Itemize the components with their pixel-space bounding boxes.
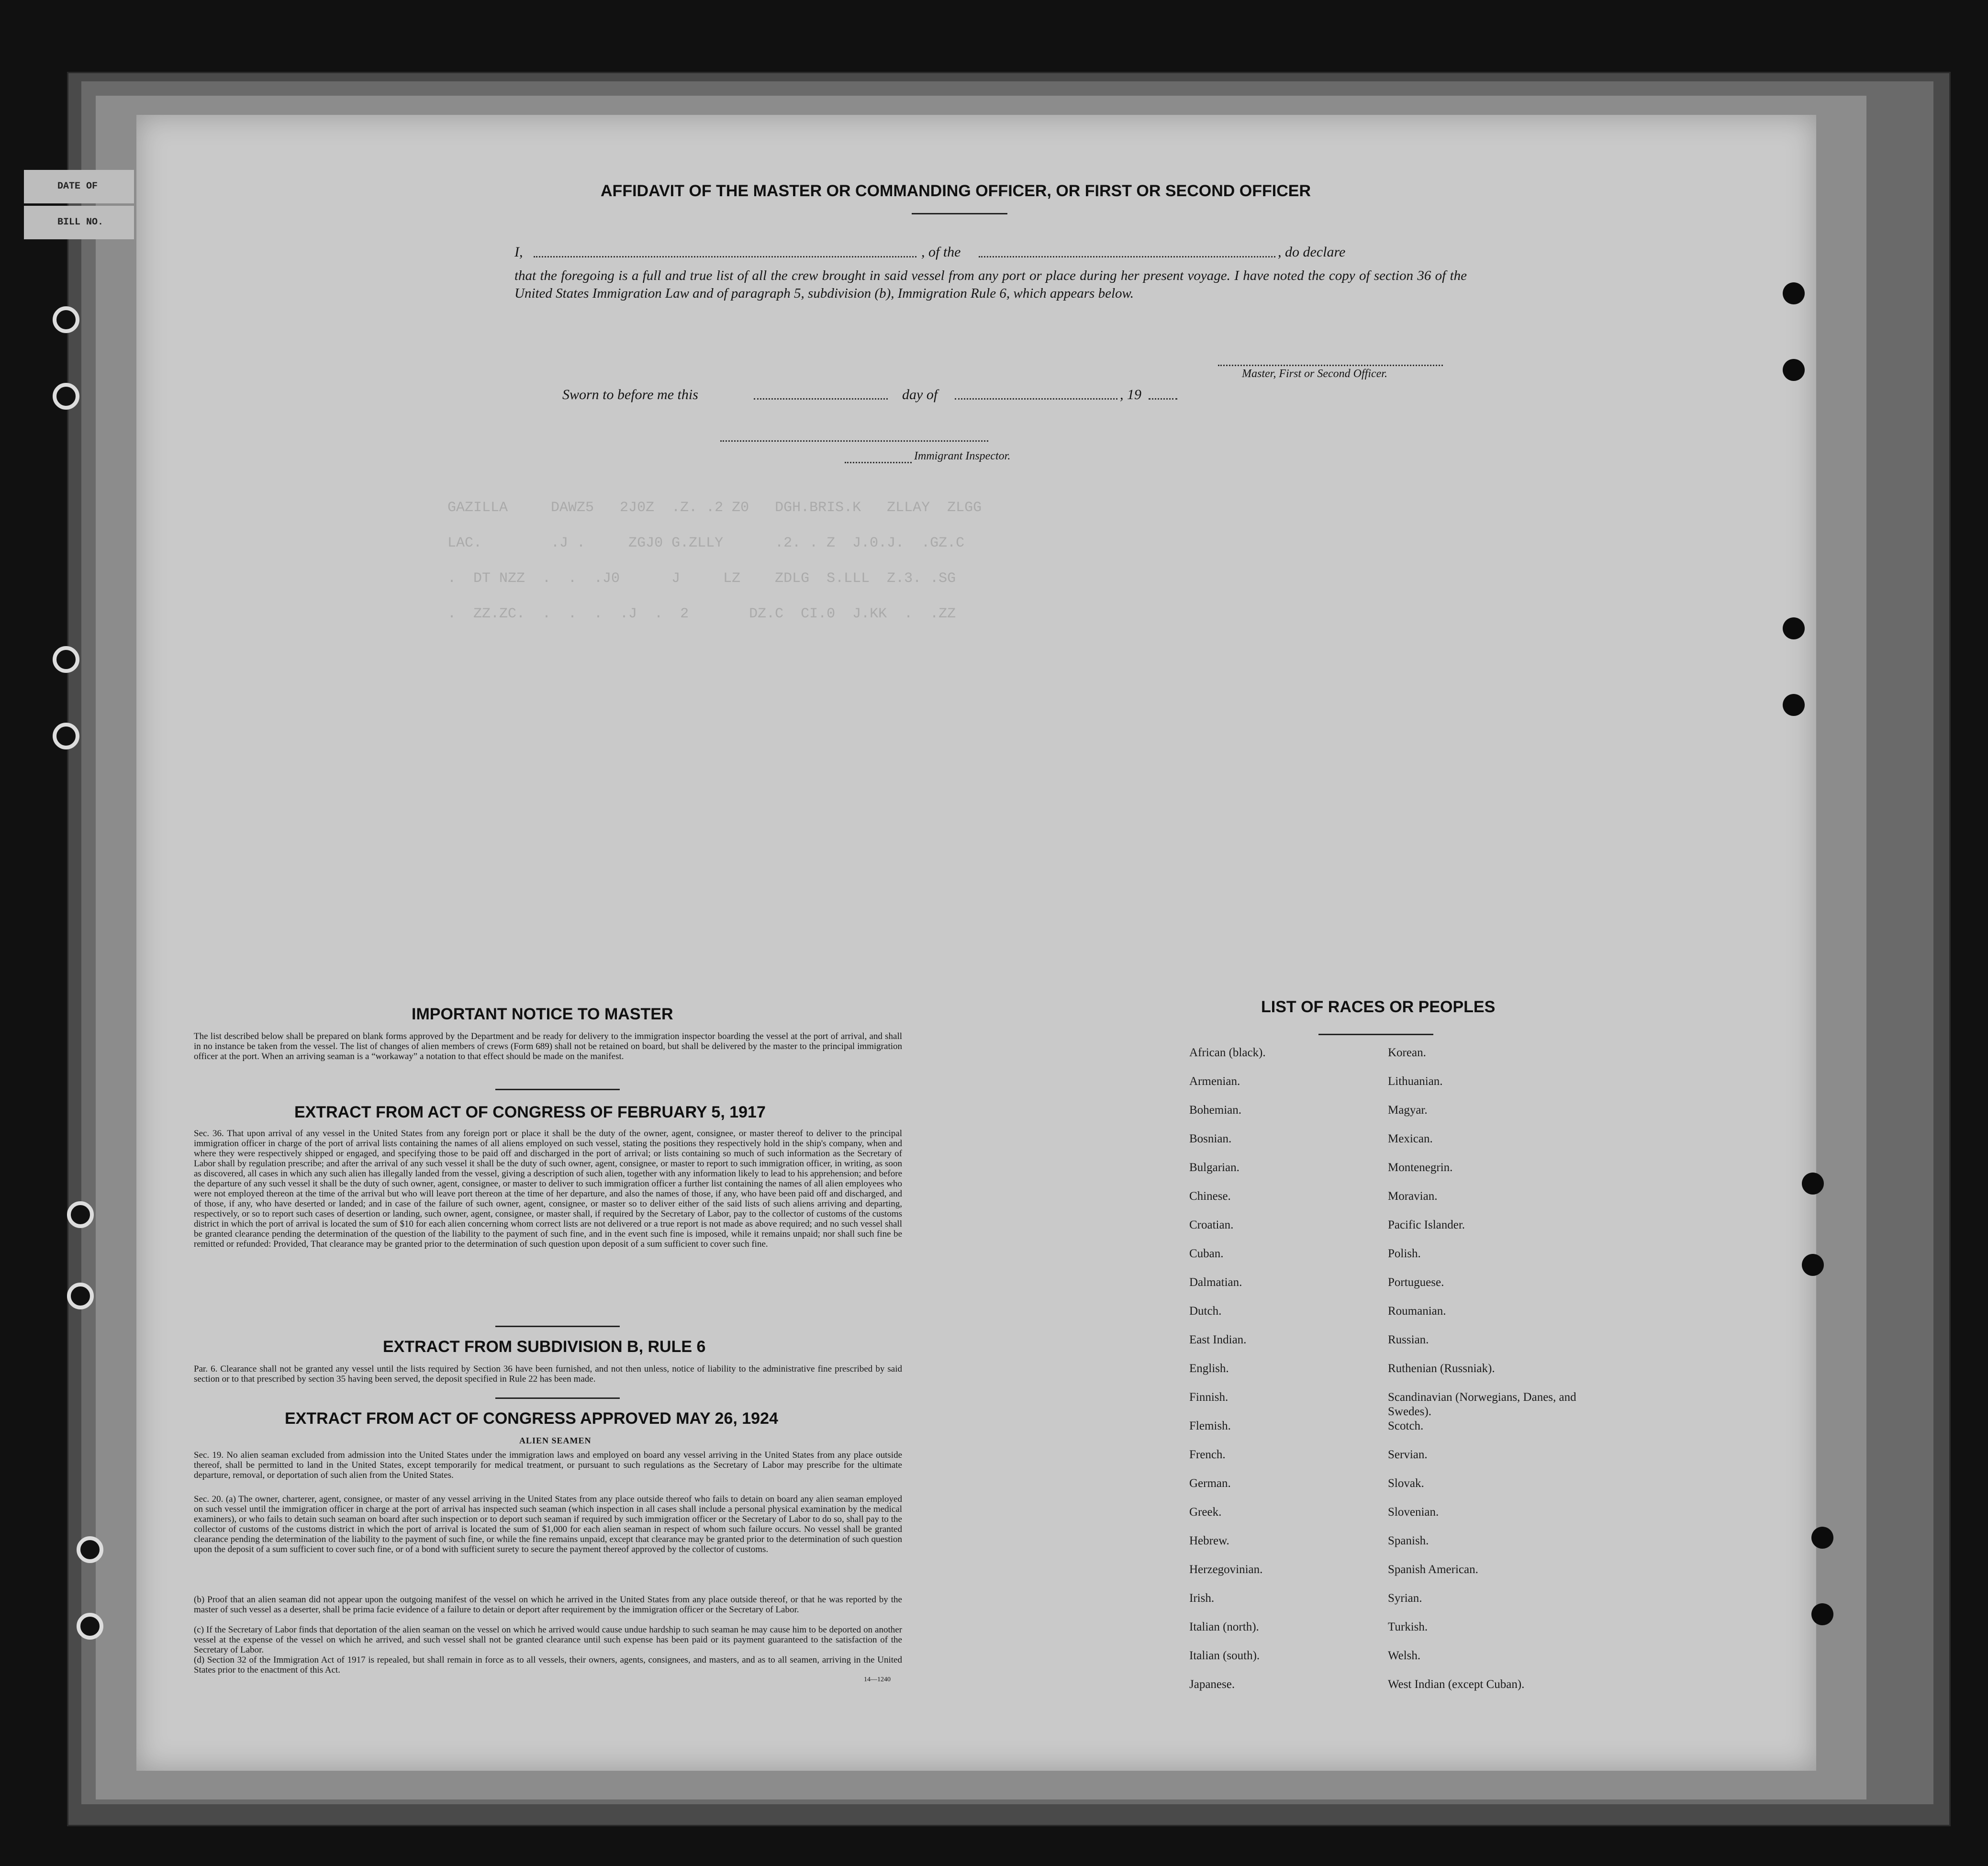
race-item: Bulgarian.: [1189, 1161, 1240, 1174]
sec20b-text: (b) Proof that an alien seaman did not appear upon the outgoing manifest of the vessel on which he arrived in the United States from any place outside thereof, or that he was reported by the master of such vessel as a deserter, shall be prima facie evidence of a failure to detain or deport after requirement by the immigration officer or the Secretary of Labor.: [194, 1595, 902, 1615]
sworn-month-field: [955, 398, 1117, 400]
races-rule: [1318, 1034, 1433, 1035]
sec20a-text: Sec. 20. (a) The owner, charterer, agent, consignee, or master of any vessel arriving in the United States from any place outside thereof who fails to detain on board any alien seaman employed on such vessel until the immigration officer in charge at the port of arrival has inspected such seaman (which inspection in all cases shall include a personal physical examination by the medical examiners), or who fails to detain such seaman on board after such inspection or to deport such seaman if required by such immigration officer or the Secretary of Labor to do so, shall pay to the collector of customs of the customs district in which the port of arrival is located the sum of $1,000 for each alien seaman in respect of whom such failure occurs. No vessel shall be granted clearance pending the determination of the liability to the payment of such fine, or while the fine remains unpaid, except that clearance may be granted prior to the determination of such question upon the deposit of a sum sufficient to cover such fine, or of a bond with sufficient surety to secure the payment thereof approved by the collector of customs.: [194, 1494, 902, 1554]
race-item: East Indian.: [1189, 1333, 1247, 1346]
race-item: West Indian (except Cuban).: [1388, 1678, 1525, 1691]
race-item: Spanish American.: [1388, 1563, 1478, 1576]
race-item: Spanish.: [1388, 1534, 1429, 1547]
race-item: Bohemian.: [1189, 1104, 1242, 1117]
race-item: Bosnian.: [1189, 1132, 1232, 1145]
affidavit-line1-end: , do declare: [1278, 244, 1346, 260]
left-tab-date: DATE OF: [24, 170, 134, 203]
race-item: Greek.: [1189, 1506, 1222, 1519]
binder-ring: [53, 383, 79, 410]
name-field: [534, 256, 916, 257]
affidavit-body: that the foregoing is a full and true list of all the crew brought in said vessel from any port or place during her present voyage. I have noted the copy of section 36 of the United States Immigration Law and of paragraph 5, subdivision (b), Immigration Rule 6, which appears below.: [514, 268, 1467, 301]
binder-ring: [67, 1283, 94, 1309]
affidavit-line1-start: I,: [514, 244, 523, 260]
punch-hole: [1811, 1603, 1833, 1625]
form-number: 14—1240: [864, 1676, 891, 1683]
inspector-line: [720, 440, 988, 442]
race-item: Roumanian.: [1388, 1305, 1446, 1318]
left-tab-bill: BILL NO.: [24, 206, 134, 239]
race-item: Moravian.: [1388, 1190, 1438, 1203]
race-item: Syrian.: [1388, 1592, 1422, 1605]
extract-1917-body: Sec. 36. That upon arrival of any vessel in the United States from any foreign port or place it shall be the duty of the owner, agent, consignee, or master thereof to deliver to the principal immigration officer in charge of the port of arrival lists containing the names of all aliens employed on such vessel, stating the positions they respectively hold in the ship's company, when and where they were respectively shipped or engaged, and specifying those to be paid off and discharged in the port of arrival; or lists containing so much of such information as the Secretary of Labor shall by regulation prescribe; and after the arrival of any such vessel it shall be the duty of such owner, agent, consignee, or master to report to such immigration officer, in writing, as soon as discovered, all cases in which any such alien has illegally landed from the vessel, giving a description of such alien, together with any information likely to lead to his apprehension; and before the departure of any such vessel it shall be the duty of such owner, agent, consignee, or master to deliver to such immigration officer a further list containing the names of all alien employees who were not employed thereon at the time of the arrival but who will leave port thereon at the time of her departure, and also the names of those, if any, who have been paid off and discharged, and of those, if any, who have deserted or landed; and in case of the failure of such owner, agent, consignee, or master so to deliver either of the said lists of such aliens arriving and departing, respectively, or so to report such cases of desertion or landing, such owner, agent, consignee, or master shall, if required by the Secretary of Labor, pay to the collector of customs of the customs district in which the port of arrival is located the sum of $10 for each alien concerning whom correct lists are not delivered or a true report is not made as above required; and no such vessel shall be granted clearance pending the determination of the question of the liability to the payment of such fine, and in the event such fine is imposed, while it remains unpaid; nor shall such fine be remitted or refunded: Provided, That clearance may be granted prior to the determination of such question upon deposit of a sum sufficient to cover such fine.: [194, 1129, 902, 1249]
race-item: English.: [1189, 1362, 1229, 1375]
sec19-text: Sec. 19. No alien seaman excluded from admission into the United States under the immigration laws and employed on board any vessel arriving in the United States from any place outside thereof, shall be permitted to land in the United States, except temporarily for medical treatment, or pursuant to such regulations as the Secretary of Labor may prescribe for the ultimate departure, removal, or deportation of such alien from the United States.: [194, 1450, 902, 1480]
extract-rule6-body: Par. 6. Clearance shall not be granted any vessel until the lists required by Section 36 have been furnished, and not then unless, notice of liability to the administrative fine prescribed by said section or to that prescribed by section 35 having been served, the deposit specified in Rule 22 has been made.: [194, 1364, 902, 1384]
race-item: Cuban.: [1189, 1247, 1224, 1260]
race-item: Dutch.: [1189, 1305, 1222, 1318]
binder-ring: [53, 646, 79, 673]
punch-hole: [1811, 1527, 1833, 1549]
punch-hole: [1783, 282, 1805, 304]
race-item: Dalmatian.: [1189, 1276, 1242, 1289]
race-item: Slovak.: [1388, 1477, 1424, 1490]
race-item: Korean.: [1388, 1046, 1426, 1059]
race-item: Montenegrin.: [1388, 1161, 1453, 1174]
race-item: Scandinavian (Norwegians, Danes, and Swedes).: [1388, 1391, 1576, 1418]
extract-1917-rule: [495, 1326, 620, 1327]
race-item: French.: [1189, 1448, 1226, 1461]
extract-rule6-title: EXTRACT FROM SUBDIVISION B, RULE 6: [383, 1338, 706, 1356]
inspector-label: Immigrant Inspector.: [914, 450, 1011, 462]
signature-label: Master, First or Second Officer.: [1242, 368, 1387, 380]
race-item: Russian.: [1388, 1333, 1429, 1346]
race-item: Pacific Islander.: [1388, 1218, 1465, 1231]
race-item: Polish.: [1388, 1247, 1421, 1260]
affidavit-rule: [912, 213, 1007, 214]
binder-ring: [67, 1201, 94, 1228]
race-item: Finnish.: [1189, 1391, 1229, 1404]
sworn-end: , 19: [1120, 387, 1141, 402]
bleed-through: GAZILLA DAWZ5 2J0Z .Z. .2 Z0 DGH.BRIS.K ZLLAY ZLGG LAC. .J . ZGJ0 G.ZLLY .2. . Z J.0.J. .GZ.C . DT NZZ . . .J0 J LZ ZDLG S.LLL Z.3. .SG . ZZ.ZC. . . . .J . 2 DZ.C CI.0 J.KK . .ZZ: [447, 500, 982, 622]
punch-hole: [1783, 694, 1805, 716]
race-item: Italian (north).: [1189, 1620, 1259, 1633]
race-item: Hebrew.: [1189, 1534, 1229, 1547]
vessel-field: [979, 256, 1275, 257]
races-column-1: [1189, 1046, 1381, 1706]
extract-1917-title: EXTRACT FROM ACT OF CONGRESS OF FEBRUARY 5, 1917: [294, 1103, 766, 1121]
race-item: Herzegovinian.: [1189, 1563, 1263, 1576]
inspector-line-short: [845, 462, 912, 463]
race-item: Turkish.: [1388, 1620, 1428, 1633]
binder-ring: [77, 1613, 103, 1640]
binder-ring: [77, 1536, 103, 1563]
notice-rule: [495, 1089, 620, 1090]
sec20d-text: (d) Section 32 of the Immigration Act of 1917 is repealed, but shall remain in force as to all vessels, their owners, agents, consignees, and masters, and as to all seamen, arriving in the United States prior to the enactment of this Act.: [194, 1655, 902, 1675]
affidavit-title: AFFIDAVIT OF THE MASTER OR COMMANDING OFFICER, OR FIRST OR SECOND OFFICER: [601, 182, 1311, 200]
race-item: Servian.: [1388, 1448, 1428, 1461]
sec20c-text: (c) If the Secretary of Labor finds that deportation of the alien seaman on the vessel on which he arrived would cause undue hardship to such seaman he may cause him to be deported on another vessel at the expense of the vessel on which he arrived, and such vessel shall not be granted clearance until such expense has been paid or its payment guaranteed to the satisfaction of the Secretary of Labor.: [194, 1625, 902, 1655]
race-item: Lithuanian.: [1388, 1075, 1443, 1088]
race-item: Ruthenian (Russniak).: [1388, 1362, 1495, 1375]
punch-hole: [1802, 1254, 1824, 1276]
sworn-mid: day of: [902, 387, 938, 402]
race-item: African (black).: [1189, 1046, 1266, 1059]
punch-hole: [1802, 1173, 1824, 1195]
race-item: Chinese.: [1189, 1190, 1231, 1203]
sworn-day-field: [754, 398, 888, 400]
race-item: Scotch.: [1388, 1419, 1424, 1432]
race-item: Slovenian.: [1388, 1506, 1439, 1519]
races-column-2: [1388, 1046, 1594, 1706]
races-title: LIST OF RACES OR PEOPLES: [1261, 998, 1496, 1016]
race-item: Italian (south).: [1189, 1649, 1260, 1662]
affidavit-line1-mid: , of the: [921, 244, 961, 260]
binder-ring: [53, 723, 79, 749]
punch-hole: [1783, 359, 1805, 381]
race-item: German.: [1189, 1477, 1231, 1490]
race-item: Mexican.: [1388, 1132, 1433, 1145]
race-item: Armenian.: [1189, 1075, 1240, 1088]
notice-body: The list described below shall be prepared on blank forms approved by the Department and be ready for delivery to the immigration inspector boarding the vessel at the port of arrival, and shall in no instance be taken from the vessel. The list of changes of alien members of crews (Form 689) shall not be retained on board, but shall be delivered by the master to the principal immigration officer at the port. When an arriving seaman is a “workaway” a notation to that effect should be made on the manifest.: [194, 1031, 902, 1061]
extract-rule6-rule: [495, 1397, 620, 1399]
race-item: Flemish.: [1189, 1419, 1231, 1432]
race-item: Magyar.: [1388, 1104, 1428, 1117]
punch-hole: [1783, 617, 1805, 639]
sworn-year-field: [1149, 398, 1177, 400]
race-item: Welsh.: [1388, 1649, 1421, 1662]
signature-line: [1218, 365, 1443, 366]
extract-1924-title: EXTRACT FROM ACT OF CONGRESS APPROVED MAY 26, 1924: [285, 1409, 778, 1428]
race-item: Japanese.: [1189, 1678, 1235, 1691]
race-item: Irish.: [1189, 1592, 1215, 1605]
race-item: Portuguese.: [1388, 1276, 1444, 1289]
sworn-start: Sworn to before me this: [562, 387, 698, 402]
race-item: Croatian.: [1189, 1218, 1234, 1231]
binder-ring: [53, 306, 79, 333]
alien-seamen-subtitle: ALIEN SEAMEN: [519, 1436, 592, 1445]
manifest-back-page: [136, 115, 1816, 1771]
notice-title: IMPORTANT NOTICE TO MASTER: [412, 1005, 673, 1023]
